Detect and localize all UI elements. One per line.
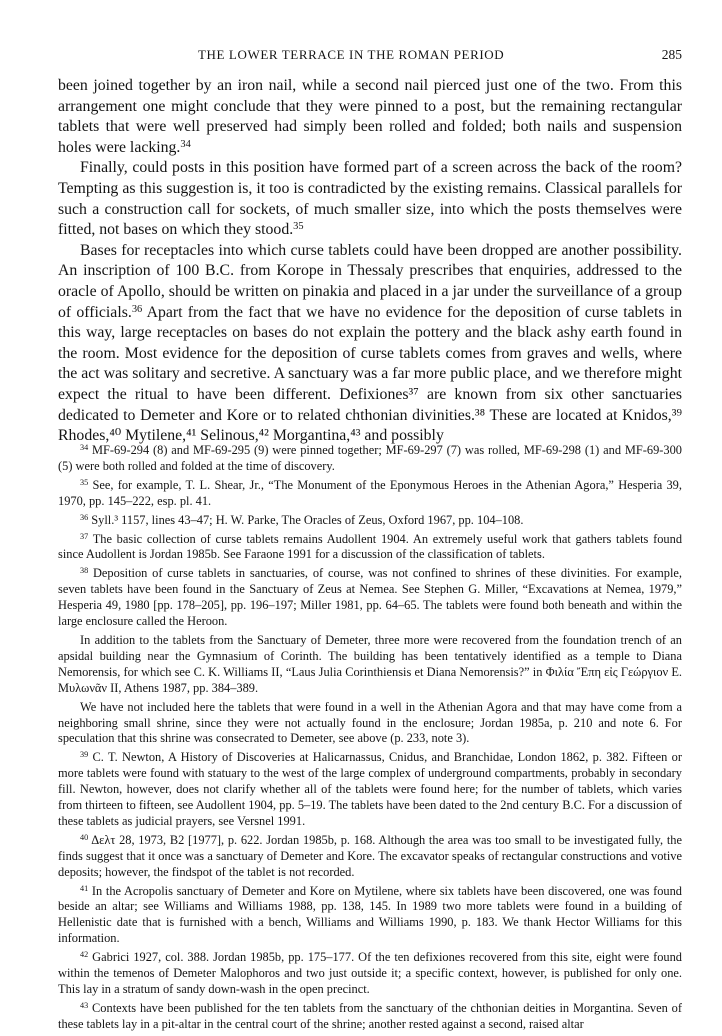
footnote: $^{36}$ Syll.³ 1157, lines 43–47; H. W. Parke, The Oracles of Zeus, Oxford 1967, pp. 104–108. xyxy=(80,512,524,527)
footnote-number: 35 xyxy=(80,477,89,487)
page-number: 285 xyxy=(661,47,682,62)
footnote-ref[interactable]: 36 xyxy=(131,303,143,315)
footnote-number: 37 xyxy=(80,531,89,541)
body-paragraph: been joined together by an iron nail, while a second nail pierced just one of the two. From this arrangement one might conclude that they were pinned to a post, but the remaining rectangular tablets that were well preserved had simply been rolled and folded; both nails and suspension holes were lacking.$^{34}$ xyxy=(58,77,682,156)
footnote-ref[interactable]: 34 xyxy=(180,138,191,150)
footnote-continuation: We have not included here the tablets that were found in a well in the Athenian Agora and that may have come from a neighboring small shrine, since they were not actually found in the enclosure; Jordan 1985a, p. 210 and note 6. For speculation that this shrine was consecrated to Demeter, see above (p. 233, note 3). xyxy=(58,699,682,746)
footnote: $^{34}$ MF-69-294 (8) and MF-69-295 (9) were pinned together; MF-69-297 (7) was rolled, MF-69-298 (1) and MF-69-300 (5) were both rolled and folded at the time of discovery. xyxy=(58,443,682,473)
footnote: $^{40}$ Δελτ 28, 1973, B2 [1977], p. 622. Jordan 1985b, p. 168. Although the area was too small to be investigated fully, the finds suggest that it once was a sanctuary of Demeter and Kore. The excavator speaks of rectangular constructions and votive deposits; however, the findspot of the tablet is not recorded. xyxy=(58,832,682,879)
running-title: THE LOWER TERRACE IN THE ROMAN PERIOD xyxy=(198,47,505,62)
footnote-number: 39 xyxy=(80,750,89,760)
footnote: $^{39}$ C. T. Newton, A History of Discoveries at Halicarnassus, Cnidus, and Branchidae, London 1862, p. 382. Fifteen or more tablets were found with statuary to the west of the large complex of underground compartments, probably in secondary fill. Newton, however, does not clarify whether all of the tablets were found here; for the number of tablets, which varies from thirteen to fifteen, see Audollent 1904, pp. 5–19. The tablets have been dated to the 2nd century B.C. For a discussion of these tablets as judicial prayers, see Versnel 1991. xyxy=(58,750,682,828)
footnote-number: 38 xyxy=(80,566,89,576)
footnote-number: 36 xyxy=(80,512,89,522)
footnote-number: 41 xyxy=(80,883,89,893)
footnotes xyxy=(58,443,682,1036)
footnote-ref[interactable]: 35 xyxy=(293,221,304,233)
footnote-number: 42 xyxy=(80,950,89,960)
footnote: $^{37}$ The basic collection of curse tablets remains Audollent 1904. An extremely useful work that gathers tablets found since Audollent is Jordan 1985b. See Faraone 1991 for a discussion of the classification of tablets. xyxy=(58,531,683,562)
footnote: $^{42}$ Gabrici 1927, col. 388. Jordan 1985b, pp. 175–177. Of the ten defixiones recovered from this site, eight were found within the temenos of Demeter Malophoros and two just outside it; a specific context, however, is published for only one. This lay in a stratum of sandy down-wash in the open precinct. xyxy=(58,950,682,996)
footnote: $^{38}$ Deposition of curse tablets in sanctuaries, of course, was not confined to shrines of these divinities. For example, seven tablets have been found in the Sanctuary of Zeus at Nemea. See Stephen G. Miller, “Excavations at Nemea, 1979,” Hesperia 49, 1980 [pp. 178–205], pp. 196–197; Miller 1981, pp. 64–65. The tablets were found both beneath and within the large enclosure called the Heroon. xyxy=(58,566,682,629)
body-paragraph: Bases for receptacles into which curse tablets could have been dropped are another possibility. An inscription of 100 B.C. from Korope in Thessaly prescribes that enquiries, addressed to the oracle of Apollo, should be written on pinakia and placed in a jar under the surveillance of a group of officials.$^{36}$ Apart from the fact that we have no evidence for the deposition of curse tablets in this way, large receptacles on bases do not explain the pottery and the black ashy earth found in the room. Most evidence for the deposition of curse tablets comes from graves and wells, where the act was solitary and secretive. A sanctuary was a far more public place, and we therefore might expect the ritual to have been different. Defixiones³⁷ are known from six other sanctuaries dedicated to Demeter and Kore or to related chthonian divinities.³⁸ These are located at Knidos,³⁹ Rhodes,⁴⁰ Mytilene,⁴¹ Selinous,⁴² Morgantina,⁴³ and possibly xyxy=(58,241,682,445)
footnote-number: 34 xyxy=(80,443,89,453)
running-header xyxy=(58,47,682,67)
footnote: $^{43}$ Contexts have been published for the ten tablets from the sanctuary of the chthonian deities in Morgantina. Seven of these tablets lay in a pit-altar in the central court of the shrine; another rested against a second, raised altar xyxy=(58,1000,682,1031)
footnote: $^{35}$ See, for example, T. L. Shear, Jr., “The Monument of the Eponymous Heroes in the Athenian Agora,” Hesperia 39, 1970, pp. 145–222, esp. pl. 41. xyxy=(58,477,682,508)
footnote-continuation: In addition to the tablets from the Sanctuary of Demeter, three more were recovered from the foundation trench of an apsidal building near the Gymnasium of Corinth. The building has been tentatively identified as a temple to Diana Nemorensis, for which see C. K. Williams II, “Laus Julia Corinthiensis et Diana Nemorensis?” in Φιλία Ἔπη εἰς Γεώργιον Ε. Μυλωνᾶν II, Athens 1987, pp. 384–389. xyxy=(58,632,682,695)
main-text xyxy=(58,76,682,447)
footnote: $^{41}$ In the Acropolis sanctuary of Demeter and Kore on Mytilene, where six tablets have been discovered, one was found beside an altar; see Williams and Williams 1988, pp. 138, 145. In 1989 two more tablets were found in a building of Hellenistic date that is furnished with a bench, Williams and Williams 1990, p. 183. We thank Hector Williams for this information. xyxy=(58,883,682,946)
footnote-number: 43 xyxy=(80,1000,89,1010)
body-paragraph: Finally, could posts in this position have formed part of a screen across the back of the room? Tempting as this suggestion is, it too is contradicted by the existing remains. Classical parallels for such a construction call for sockets, of much smaller size, into which the posts themselves were fitted, not bases on which they stood.$^{35}$ xyxy=(58,159,682,239)
footnote-number: 40 xyxy=(80,832,89,842)
